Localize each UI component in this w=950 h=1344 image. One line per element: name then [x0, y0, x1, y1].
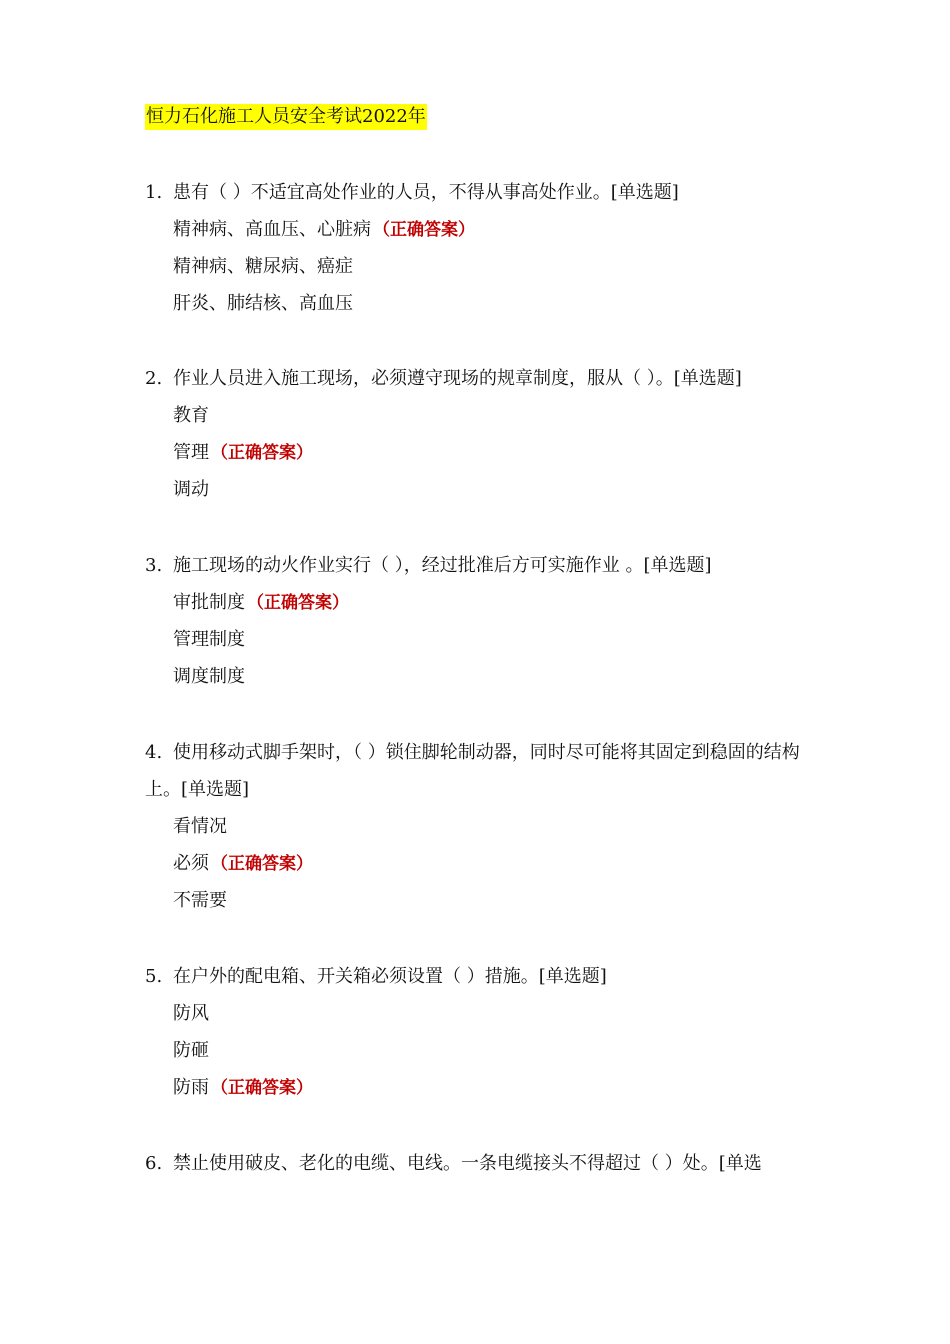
- question-number: 2.: [145, 368, 163, 389]
- correct-answer-tag: （正确答案）: [373, 220, 475, 240]
- option-item: 肝炎、肺结核、高血压: [173, 293, 353, 314]
- option-item: 防砸: [173, 1040, 209, 1061]
- option-item: 管理制度: [173, 629, 245, 650]
- document-title: 恒力石化施工人员安全考试2022年: [145, 104, 427, 130]
- question-text: 5. 在户外的配电箱、开关箱必须设置（ ）措施。[单选题]: [145, 964, 810, 1001]
- question-text: 4. 使用移动式脚手架时，（ ）锁住脚轮制动器，同时尽可能将其固定到稳固的结构上。[单选题]: [145, 734, 810, 808]
- correct-answer-tag: （正确答案）: [211, 854, 313, 874]
- question-number: 1.: [145, 182, 163, 203]
- option-item: 调动: [173, 479, 209, 500]
- question-6: [145, 1151, 810, 1188]
- option-item: 必须 （正确答案）: [173, 853, 313, 874]
- question-number: 4.: [145, 742, 163, 763]
- option-item: 审批制度 （正确答案）: [173, 592, 349, 613]
- correct-answer-tag: （正确答案）: [211, 443, 313, 463]
- question-text: 3. 施工现场的动火作业实行（ ），经过批准后方可实施作业 。[单选题]: [145, 553, 810, 590]
- question-text: 6. 禁止使用破皮、老化的电缆、电线。一条电缆接头不得超过（ ）处。[单选: [145, 1151, 810, 1188]
- option-item: 防雨 （正确答案）: [173, 1077, 313, 1098]
- option-item: 管理 （正确答案）: [173, 442, 313, 463]
- option-item: 不需要: [173, 890, 227, 911]
- question-text: 2. 作业人员进入施工现场，必须遵守现场的规章制度，服从（ ）。[单选题]: [145, 366, 810, 403]
- option-item: 精神病、高血压、心脏病 （正确答案）: [173, 219, 475, 240]
- question-number: 5.: [145, 966, 163, 987]
- option-item: 教育: [173, 405, 209, 426]
- option-item: 调度制度: [173, 666, 245, 687]
- question-5: [145, 964, 810, 1112]
- option-item: 防风: [173, 1003, 209, 1024]
- correct-answer-tag: （正确答案）: [211, 1078, 313, 1098]
- question-text: 1. 患有（ ）不适宜高处作业的人员，不得从事高处作业。[单选题]: [145, 180, 810, 217]
- question-3: [145, 553, 810, 701]
- option-item: 看情况: [173, 816, 227, 837]
- question-4: [145, 734, 810, 925]
- question-2: [145, 366, 810, 514]
- question-number: 3.: [145, 555, 163, 576]
- question-number: 6.: [145, 1153, 163, 1174]
- correct-answer-tag: （正确答案）: [247, 593, 349, 613]
- question-1: [145, 180, 810, 328]
- option-item: 精神病、糖尿病、癌症: [173, 256, 353, 277]
